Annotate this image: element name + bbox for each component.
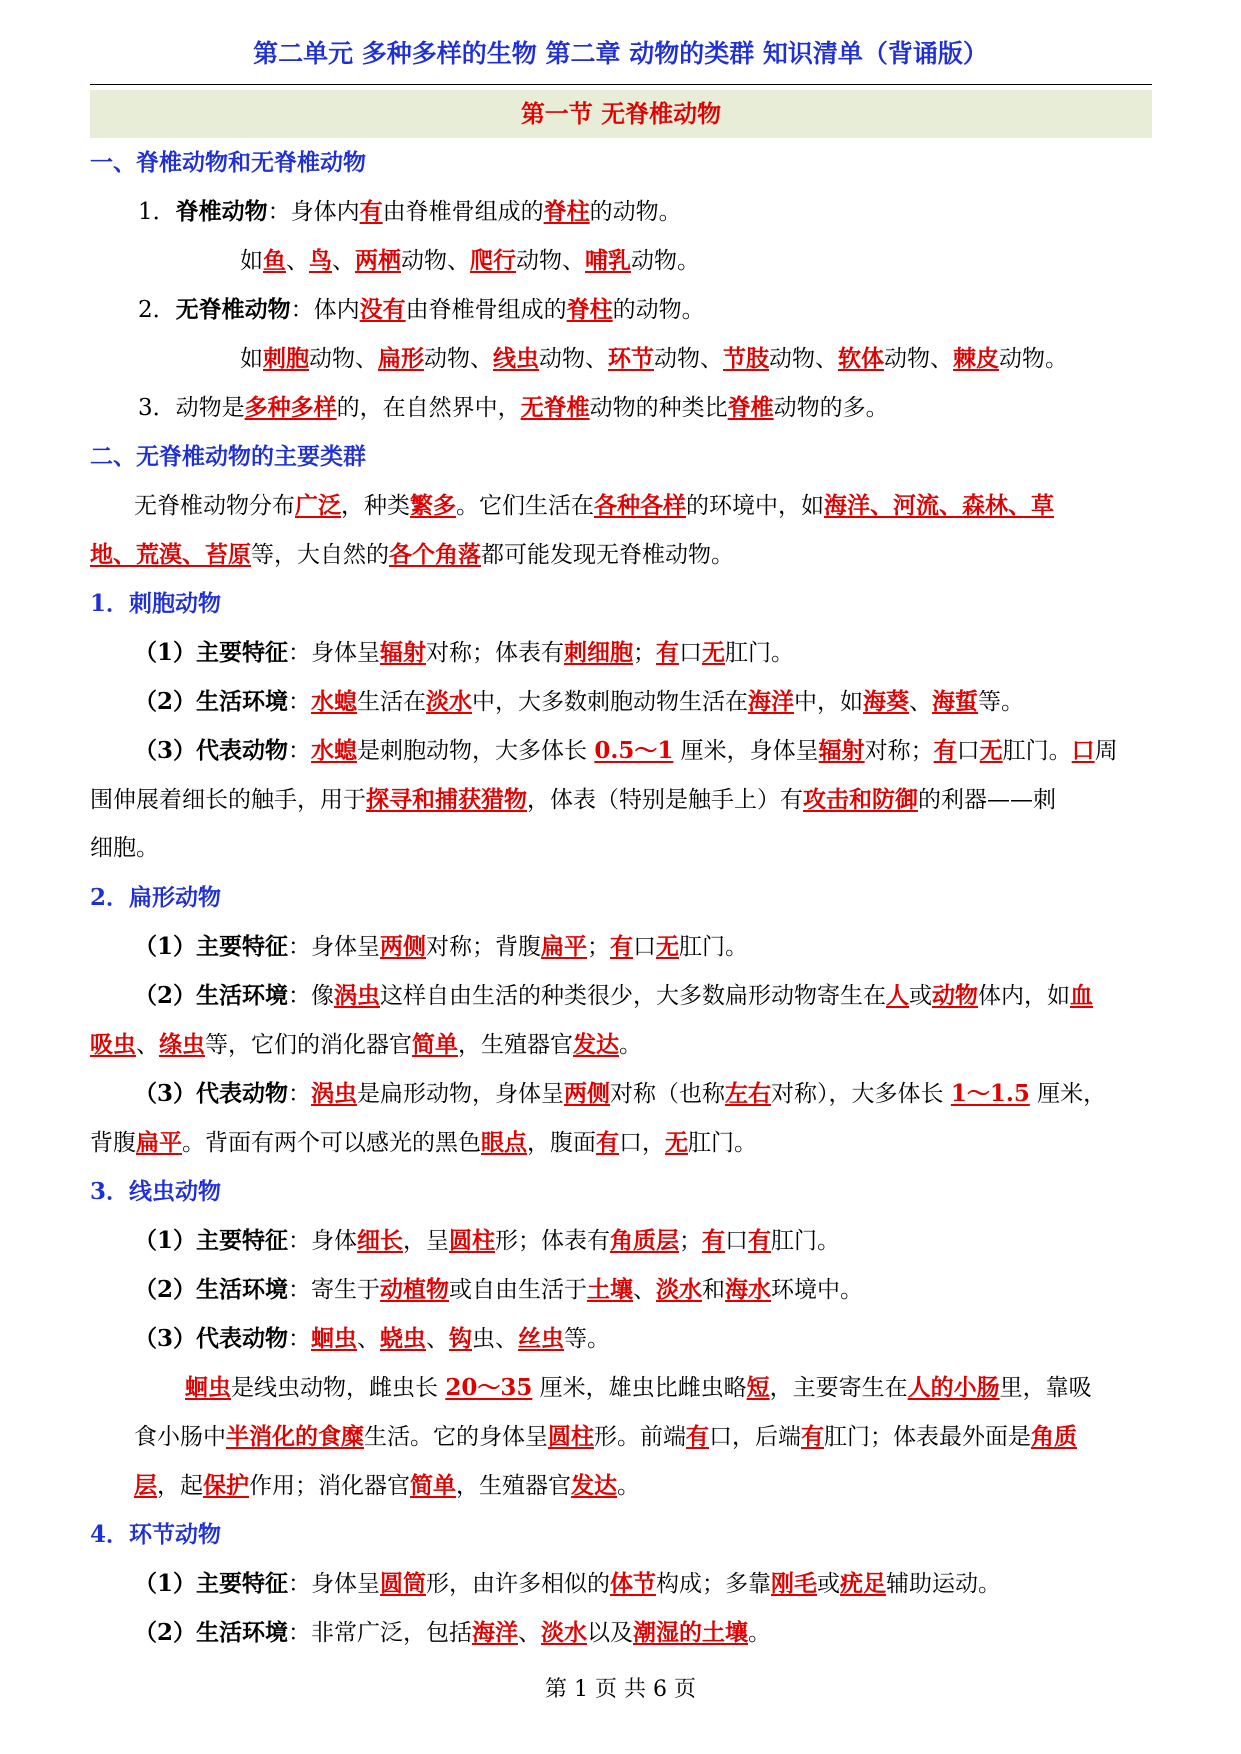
keyword: 淡水 bbox=[426, 688, 473, 715]
text-segment: 肛门。 bbox=[725, 640, 795, 666]
text-segment: 、 bbox=[633, 1277, 657, 1303]
keyword: 绦虫 bbox=[159, 1031, 205, 1058]
text-segment: 。 bbox=[619, 1032, 642, 1058]
text-segment: 这样自由生活的种类很少，大多数扁形动物寄生在 bbox=[380, 983, 887, 1009]
text-segment: ； bbox=[633, 640, 657, 666]
text-segment: 动物、 bbox=[539, 346, 608, 372]
text-segment: 形，由许多相似的 bbox=[426, 1571, 611, 1597]
text-segment: 2． bbox=[138, 297, 176, 323]
keyword: 半消化的食糜 bbox=[226, 1423, 364, 1450]
text-segment: 以及 bbox=[587, 1620, 634, 1646]
text-segment: 背腹 bbox=[90, 1130, 136, 1156]
text-segment: 肛门。 bbox=[688, 1130, 757, 1156]
text-line bbox=[90, 922, 1152, 971]
text-segment: 生活。它的身体呈 bbox=[364, 1424, 548, 1450]
text-segment: 形。前端 bbox=[594, 1424, 686, 1450]
text-segment: 动物。 bbox=[631, 248, 700, 274]
text-line bbox=[90, 775, 1152, 824]
text-segment: 口 bbox=[679, 640, 703, 666]
text-segment: 的环境中，如 bbox=[686, 493, 824, 519]
text-segment: ： bbox=[288, 1081, 312, 1107]
keyword: 圆筒 bbox=[380, 1570, 427, 1597]
keyword: 刺胞 bbox=[263, 345, 309, 372]
keyword: 有 bbox=[359, 198, 383, 225]
text-segment: 口 bbox=[725, 1228, 749, 1254]
keyword: 脊椎 bbox=[727, 394, 774, 421]
text-segment: 的，在自然界中， bbox=[336, 395, 521, 421]
field-label: （3）代表动物 bbox=[134, 1080, 289, 1107]
text-segment: 动物、 bbox=[884, 346, 953, 372]
text-segment: 细胞。 bbox=[90, 835, 159, 861]
field-label: （2）生活环境 bbox=[134, 688, 289, 715]
text-segment: ：身体内 bbox=[267, 199, 360, 225]
text-segment: 2．扁形动物 bbox=[90, 884, 222, 911]
field-label: （3）代表动物 bbox=[134, 737, 289, 764]
text-line bbox=[90, 1412, 1152, 1461]
text-segment: 动物、 bbox=[309, 346, 378, 372]
keyword: 疣足 bbox=[840, 1570, 887, 1597]
keyword: 淡水 bbox=[656, 1276, 703, 1303]
text-segment: ： bbox=[288, 1326, 312, 1352]
keyword: 扁平 bbox=[541, 933, 588, 960]
header-divider bbox=[90, 84, 1152, 85]
text-segment: 。背面有两个可以感光的黑色 bbox=[182, 1130, 481, 1156]
keyword: 地、荒漠、苔原 bbox=[90, 541, 251, 568]
keyword: 两栖 bbox=[355, 247, 401, 274]
text-line bbox=[90, 1363, 1152, 1412]
text-segment: 口 bbox=[956, 738, 980, 764]
keyword: 潮湿的土壤 bbox=[633, 1619, 749, 1646]
text-segment: 辅助运动。 bbox=[886, 1571, 1002, 1597]
text-segment: 中，大多数刺胞动物生活在 bbox=[472, 689, 749, 715]
keyword: 0.5～1 bbox=[594, 737, 674, 764]
keyword: 圆柱 bbox=[449, 1227, 496, 1254]
keyword: 广泛 bbox=[295, 492, 341, 519]
text-segment: 由脊椎骨组成的 bbox=[405, 297, 567, 323]
keyword: 涡虫 bbox=[334, 982, 381, 1009]
text-line bbox=[90, 1118, 1152, 1167]
text-segment: 里，靠吸 bbox=[999, 1375, 1092, 1401]
page-footer: 第 1 页 共 6 页 bbox=[545, 1677, 696, 1702]
field-label: 脊椎动物 bbox=[175, 198, 268, 225]
text-segment: ，腹面 bbox=[527, 1130, 596, 1156]
keyword: 各种各样 bbox=[594, 492, 686, 519]
text-segment: 。 bbox=[617, 1473, 640, 1499]
keyword: 层 bbox=[134, 1472, 157, 1499]
keyword: 简单 bbox=[412, 1031, 458, 1058]
text-segment: 形；体表有 bbox=[495, 1228, 611, 1254]
section-heading bbox=[90, 873, 1152, 922]
keyword: 角质层 bbox=[610, 1227, 680, 1254]
keyword: 动植物 bbox=[380, 1276, 450, 1303]
keyword: 水螅 bbox=[311, 688, 358, 715]
text-segment: ：身体呈 bbox=[288, 1571, 381, 1597]
text-segment: 1．刺胞动物 bbox=[90, 590, 222, 617]
text-line bbox=[90, 824, 1152, 873]
text-segment: 等，它们的消化器官 bbox=[205, 1032, 412, 1058]
field-label: （1）主要特征 bbox=[134, 1570, 289, 1597]
section-heading bbox=[90, 1167, 1152, 1216]
text-segment: 一、脊椎动物和无脊椎动物 bbox=[90, 149, 366, 176]
text-segment: 3．线虫动物 bbox=[90, 1178, 222, 1205]
keyword: 海洋、河流、森林、草 bbox=[824, 492, 1054, 519]
text-line bbox=[90, 383, 1152, 432]
text-line bbox=[90, 481, 1152, 530]
section-heading bbox=[90, 579, 1152, 628]
text-segment: 。它们生活在 bbox=[456, 493, 594, 519]
keyword: 软体 bbox=[838, 345, 884, 372]
keyword: 蛲虫 bbox=[380, 1325, 427, 1352]
keyword: 无 bbox=[656, 933, 680, 960]
keyword: 有 bbox=[610, 933, 634, 960]
text-segment: 肛门；体表最外面是 bbox=[824, 1424, 1031, 1450]
text-segment: 厘米，身体呈 bbox=[673, 738, 819, 764]
text-line bbox=[90, 726, 1152, 775]
text-segment: ，生殖器官 bbox=[456, 1473, 571, 1499]
keyword: 淡水 bbox=[541, 1619, 588, 1646]
text-line bbox=[90, 1461, 1152, 1510]
text-segment: 是刺胞动物，大多体长 bbox=[357, 738, 595, 764]
text-segment: 4．环节动物 bbox=[90, 1521, 222, 1548]
text-segment: ，体表（特别是触手上）有 bbox=[527, 787, 803, 813]
keyword: 海蜇 bbox=[932, 688, 979, 715]
text-segment: 构成；多靠 bbox=[656, 1571, 772, 1597]
keyword: 海洋 bbox=[748, 688, 795, 715]
text-line bbox=[90, 1069, 1152, 1118]
text-line bbox=[90, 1314, 1152, 1363]
text-line bbox=[90, 334, 1152, 383]
text-segment: 对称；体表有 bbox=[426, 640, 565, 666]
text-segment: 围伸展着细长的触手，用于 bbox=[90, 787, 366, 813]
keyword: 角质 bbox=[1031, 1423, 1077, 1450]
text-segment: 、 bbox=[286, 248, 309, 274]
text-line bbox=[90, 971, 1152, 1020]
keyword: 无 bbox=[702, 639, 726, 666]
keyword: 有 bbox=[702, 1227, 726, 1254]
keyword: 涡虫 bbox=[311, 1080, 358, 1107]
keyword: 左右 bbox=[725, 1080, 772, 1107]
text-line bbox=[90, 530, 1152, 579]
text-segment: 如 bbox=[240, 346, 263, 372]
text-segment: ：非常广泛，包括 bbox=[288, 1620, 473, 1646]
keyword: 体节 bbox=[610, 1570, 657, 1597]
text-segment: 口， bbox=[619, 1130, 665, 1156]
keyword: 节肢 bbox=[723, 345, 769, 372]
keyword: 海洋 bbox=[472, 1619, 519, 1646]
text-segment: 中，如 bbox=[794, 689, 864, 715]
text-segment: ：体内 bbox=[290, 297, 360, 323]
keyword: 人 bbox=[886, 982, 910, 1009]
text-segment: 对称； bbox=[864, 738, 934, 764]
text-segment: 无脊椎动物分布 bbox=[134, 493, 295, 519]
keyword: 鱼 bbox=[263, 247, 286, 274]
keyword: 有 bbox=[748, 1227, 772, 1254]
keyword: 有 bbox=[656, 639, 680, 666]
text-segment: 厘米， bbox=[1029, 1081, 1107, 1107]
text-segment: 对称（也称 bbox=[610, 1081, 726, 1107]
field-label: （2）生活环境 bbox=[134, 982, 289, 1009]
keyword: 圆柱 bbox=[548, 1423, 594, 1450]
text-segment: ：寄生于 bbox=[288, 1277, 381, 1303]
keyword: 两侧 bbox=[564, 1080, 611, 1107]
field-label: （3）代表动物 bbox=[134, 1325, 289, 1352]
field-label: （1）主要特征 bbox=[134, 1227, 289, 1254]
keyword: 血 bbox=[1070, 982, 1094, 1009]
keyword: 两侧 bbox=[380, 933, 427, 960]
text-segment: 是扁形动物，身体呈 bbox=[357, 1081, 565, 1107]
text-segment: 对称；背腹 bbox=[426, 934, 542, 960]
text-segment: 、 bbox=[426, 1326, 450, 1352]
text-segment: 、 bbox=[332, 248, 355, 274]
keyword: 丝虫 bbox=[518, 1325, 565, 1352]
text-segment: 食小肠中 bbox=[134, 1424, 226, 1450]
keyword: 保护 bbox=[203, 1472, 249, 1499]
keyword: 扁平 bbox=[136, 1129, 182, 1156]
keyword: 1～1.5 bbox=[950, 1080, 1030, 1107]
text-segment: 动物、 bbox=[424, 346, 493, 372]
text-segment: ：身体 bbox=[288, 1228, 358, 1254]
keyword: 有 bbox=[596, 1129, 619, 1156]
text-segment: 如 bbox=[240, 248, 263, 274]
text-segment: 生活在 bbox=[357, 689, 427, 715]
text-segment: 或 bbox=[909, 983, 933, 1009]
text-segment: ，主要寄生在 bbox=[769, 1375, 908, 1401]
text-segment: 等，大自然的 bbox=[251, 542, 389, 568]
field-label: （1）主要特征 bbox=[134, 933, 289, 960]
text-segment: 、 bbox=[357, 1326, 381, 1352]
text-segment: 、 bbox=[518, 1620, 542, 1646]
keyword: 脊柱 bbox=[543, 198, 590, 225]
keyword: 攻击和防御 bbox=[803, 786, 918, 813]
text-segment: 是线虫动物，雌虫长 bbox=[231, 1375, 446, 1401]
text-segment: 肛门。 bbox=[1002, 738, 1072, 764]
text-line bbox=[90, 628, 1152, 677]
text-segment: ； bbox=[679, 1228, 703, 1254]
field-label: （2）生活环境 bbox=[134, 1276, 289, 1303]
keyword: 蛔虫 bbox=[311, 1325, 358, 1352]
text-segment: 口 bbox=[633, 934, 657, 960]
keyword: 多种多样 bbox=[244, 394, 337, 421]
text-line bbox=[90, 1608, 1152, 1657]
text-segment: 虫、 bbox=[472, 1326, 519, 1352]
text-line bbox=[90, 1020, 1152, 1069]
keyword: 辐射 bbox=[380, 639, 427, 666]
keyword: 线虫 bbox=[493, 345, 539, 372]
text-line bbox=[90, 285, 1152, 334]
keyword: 环节 bbox=[608, 345, 654, 372]
text-segment: 厘米，雄虫比雌虫略 bbox=[532, 1375, 747, 1401]
keyword: 无 bbox=[979, 737, 1003, 764]
text-segment: 、 bbox=[909, 689, 933, 715]
keyword: 脊柱 bbox=[566, 296, 613, 323]
text-segment: 口，后端 bbox=[709, 1424, 801, 1450]
text-segment: 二、无脊椎动物的主要类群 bbox=[90, 443, 366, 470]
keyword: 棘皮 bbox=[953, 345, 999, 372]
keyword: 有 bbox=[686, 1423, 709, 1450]
text-segment: 肛门。 bbox=[679, 934, 749, 960]
keyword: 细长 bbox=[357, 1227, 404, 1254]
keyword: 吸虫 bbox=[90, 1031, 136, 1058]
keyword: 扁形 bbox=[378, 345, 424, 372]
keyword: 钩 bbox=[449, 1325, 473, 1352]
section-heading bbox=[90, 432, 1152, 481]
keyword: 口 bbox=[1071, 737, 1095, 764]
text-segment: ： bbox=[288, 689, 312, 715]
keyword: 有 bbox=[801, 1423, 824, 1450]
keyword: 繁多 bbox=[410, 492, 456, 519]
text-segment: ：像 bbox=[288, 983, 335, 1009]
text-segment: 动物的种类比 bbox=[589, 395, 728, 421]
keyword: 各个角落 bbox=[389, 541, 481, 568]
text-segment: 等。 bbox=[978, 689, 1025, 715]
section-title: 第一节 无脊椎动物 bbox=[90, 90, 1152, 138]
keyword: 刺细胞 bbox=[564, 639, 634, 666]
text-segment: 动物、 bbox=[769, 346, 838, 372]
text-segment: 动物、 bbox=[401, 248, 470, 274]
text-line bbox=[90, 1559, 1152, 1608]
text-segment: 环境中。 bbox=[771, 1277, 864, 1303]
text-segment: 的动物。 bbox=[589, 199, 682, 225]
text-segment: ： bbox=[288, 738, 312, 764]
document-body bbox=[90, 138, 1152, 1657]
section-heading bbox=[90, 1510, 1152, 1559]
keyword: 探寻和捕获猎物 bbox=[366, 786, 527, 813]
text-line bbox=[90, 1265, 1152, 1314]
field-label: 无脊椎动物 bbox=[175, 296, 291, 323]
text-line bbox=[90, 1216, 1152, 1265]
text-segment: 3．动物是 bbox=[138, 395, 245, 421]
text-segment: ：身体呈 bbox=[288, 934, 381, 960]
text-line bbox=[90, 187, 1152, 236]
field-label: （2）生活环境 bbox=[134, 1619, 289, 1646]
text-segment: 、 bbox=[136, 1032, 159, 1058]
text-segment: ，生殖器官 bbox=[458, 1032, 573, 1058]
text-segment: 对称），大多体长 bbox=[771, 1081, 951, 1107]
keyword: 辐射 bbox=[818, 737, 865, 764]
text-segment: 的动物。 bbox=[612, 297, 705, 323]
text-segment: 由脊椎骨组成的 bbox=[382, 199, 544, 225]
text-segment: 的利器——刺 bbox=[918, 787, 1056, 813]
text-segment: 动物的多。 bbox=[773, 395, 889, 421]
page-header-title: 第二单元 多种多样的生物 第二章 动物的类群 知识清单（背诵版） bbox=[253, 39, 988, 68]
keyword: 海水 bbox=[725, 1276, 772, 1303]
keyword: 海葵 bbox=[863, 688, 910, 715]
keyword: 动物 bbox=[932, 982, 979, 1009]
text-segment: 或 bbox=[817, 1571, 841, 1597]
section-heading bbox=[90, 138, 1152, 187]
keyword: 发达 bbox=[571, 1472, 617, 1499]
keyword: 眼点 bbox=[481, 1129, 527, 1156]
keyword: 发达 bbox=[573, 1031, 619, 1058]
keyword: 刚毛 bbox=[771, 1570, 818, 1597]
keyword: 短 bbox=[746, 1374, 770, 1401]
text-segment: ：身体呈 bbox=[288, 640, 381, 666]
text-segment: 和 bbox=[702, 1277, 726, 1303]
text-segment: 作用；消化器官 bbox=[249, 1473, 410, 1499]
text-line bbox=[90, 677, 1152, 726]
keyword: 蛔虫 bbox=[185, 1374, 231, 1401]
keyword: 无脊椎 bbox=[520, 394, 590, 421]
text-segment: ，呈 bbox=[403, 1228, 450, 1254]
text-line bbox=[90, 236, 1152, 285]
keyword: 20～35 bbox=[445, 1374, 533, 1401]
text-segment: 体内，如 bbox=[978, 983, 1071, 1009]
text-segment: 动物。 bbox=[999, 346, 1068, 372]
keyword: 没有 bbox=[359, 296, 406, 323]
keyword: 有 bbox=[933, 737, 957, 764]
keyword: 爬行 bbox=[470, 247, 516, 274]
text-segment: ，起 bbox=[157, 1473, 203, 1499]
keyword: 无 bbox=[665, 1129, 688, 1156]
text-segment: 或自由生活于 bbox=[449, 1277, 588, 1303]
keyword: 水螅 bbox=[311, 737, 358, 764]
text-segment: 等。 bbox=[564, 1326, 611, 1352]
text-segment: ，种类 bbox=[341, 493, 410, 519]
keyword: 哺乳 bbox=[585, 247, 631, 274]
keyword: 人的小肠 bbox=[907, 1374, 1000, 1401]
text-segment: 1． bbox=[138, 199, 176, 225]
text-segment: 周 bbox=[1094, 738, 1118, 764]
text-segment: 。 bbox=[748, 1620, 772, 1646]
keyword: 土壤 bbox=[587, 1276, 634, 1303]
keyword: 简单 bbox=[410, 1472, 456, 1499]
text-segment: ； bbox=[587, 934, 611, 960]
text-segment: 都可能发现无脊椎动物。 bbox=[481, 542, 734, 568]
text-segment: 动物、 bbox=[516, 248, 585, 274]
text-segment: 动物、 bbox=[654, 346, 723, 372]
field-label: （1）主要特征 bbox=[134, 639, 289, 666]
text-segment: 肛门。 bbox=[771, 1228, 841, 1254]
keyword: 鸟 bbox=[309, 247, 332, 274]
